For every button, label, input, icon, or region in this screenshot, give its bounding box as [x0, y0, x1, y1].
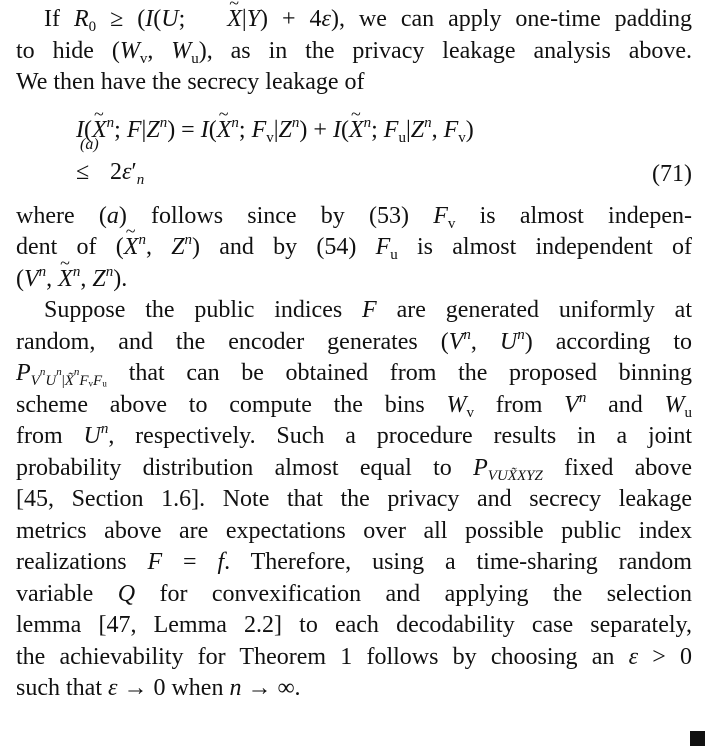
text-line: lemma [47, Lemma 2.2] to each decodability case separately,: [16, 612, 692, 638]
text-line: scheme above to compute the bins $W_v$ from $V^n$ and $W_u$: [16, 389, 693, 421]
paper-text-body: [16, 4, 692, 705]
equation-rhs: $2\varepsilon'_n$: [110, 158, 145, 188]
equation-line-2: [76, 135, 692, 193]
text-line: dent of (~ $X^n$, $Z^n$) and by (54) $F_u$ is almost independent of: [16, 232, 692, 264]
text-line: the achievability for Theorem 1 follows by choosing an ε > 0: [16, 643, 692, 670]
equation-label-a: (a): [80, 135, 99, 153]
text-line: variable Q for convexification and applying the selection: [16, 580, 692, 607]
text-line: from $U^n$, respectively. Such a procedure results in a joint: [16, 421, 693, 449]
text-line: realizations F = f. Therefore, using a time-sharing random: [16, 549, 692, 575]
text-line: random, and the encoder generates ($V^n$, $U^n$) according to: [16, 326, 692, 355]
text-line: where (a) follows since by (53) $F_v$ is almost indepen-: [16, 202, 693, 232]
text-line: We then have the secrecy leakage of: [16, 69, 365, 95]
text-line: to hide ($W_v$, $W_u$), as in the privacy leakage analysis above.: [16, 37, 693, 67]
text-line: $P_{V^nU^n|X̃^nFᵥFᵤ}$ that can be obtained from the proposed binning: [16, 360, 692, 389]
paragraph-1: [16, 4, 692, 99]
paragraph-3: [16, 295, 692, 705]
equation-line-1: I(~ $X^n$; $F|Z^n$) = I(~ $X^n$; $F_v|Z^n$) + I(~ $X^n$; $F_u|Z^n$, $F_v$): [76, 113, 692, 147]
text-line: probability distribution almost equal to $P_{VUX̃XYZ}$ fixed above: [16, 454, 693, 484]
equation-number: (71): [652, 160, 692, 187]
leq-symbol: ≤: [76, 158, 90, 185]
text-line: metrics above are expectations over all possible public index: [16, 517, 692, 544]
text-line: such that ε → 0 when n → ∞.: [16, 675, 301, 701]
qed-square-icon: [690, 731, 705, 746]
text-line: Suppose the public indices F are generated uniformly at: [44, 297, 692, 323]
text-line: If $R_0 \ge (I(U$; ~ X|Y) + 4ε), we can apply one-time padding: [16, 4, 692, 36]
paragraph-2: [16, 201, 692, 296]
text-line: ($V^n$, ~ $X^n$, $Z^n$).: [16, 264, 692, 296]
text-line: [45, Section 1.6]. Note that the privacy and secrecy leakage: [16, 486, 692, 512]
